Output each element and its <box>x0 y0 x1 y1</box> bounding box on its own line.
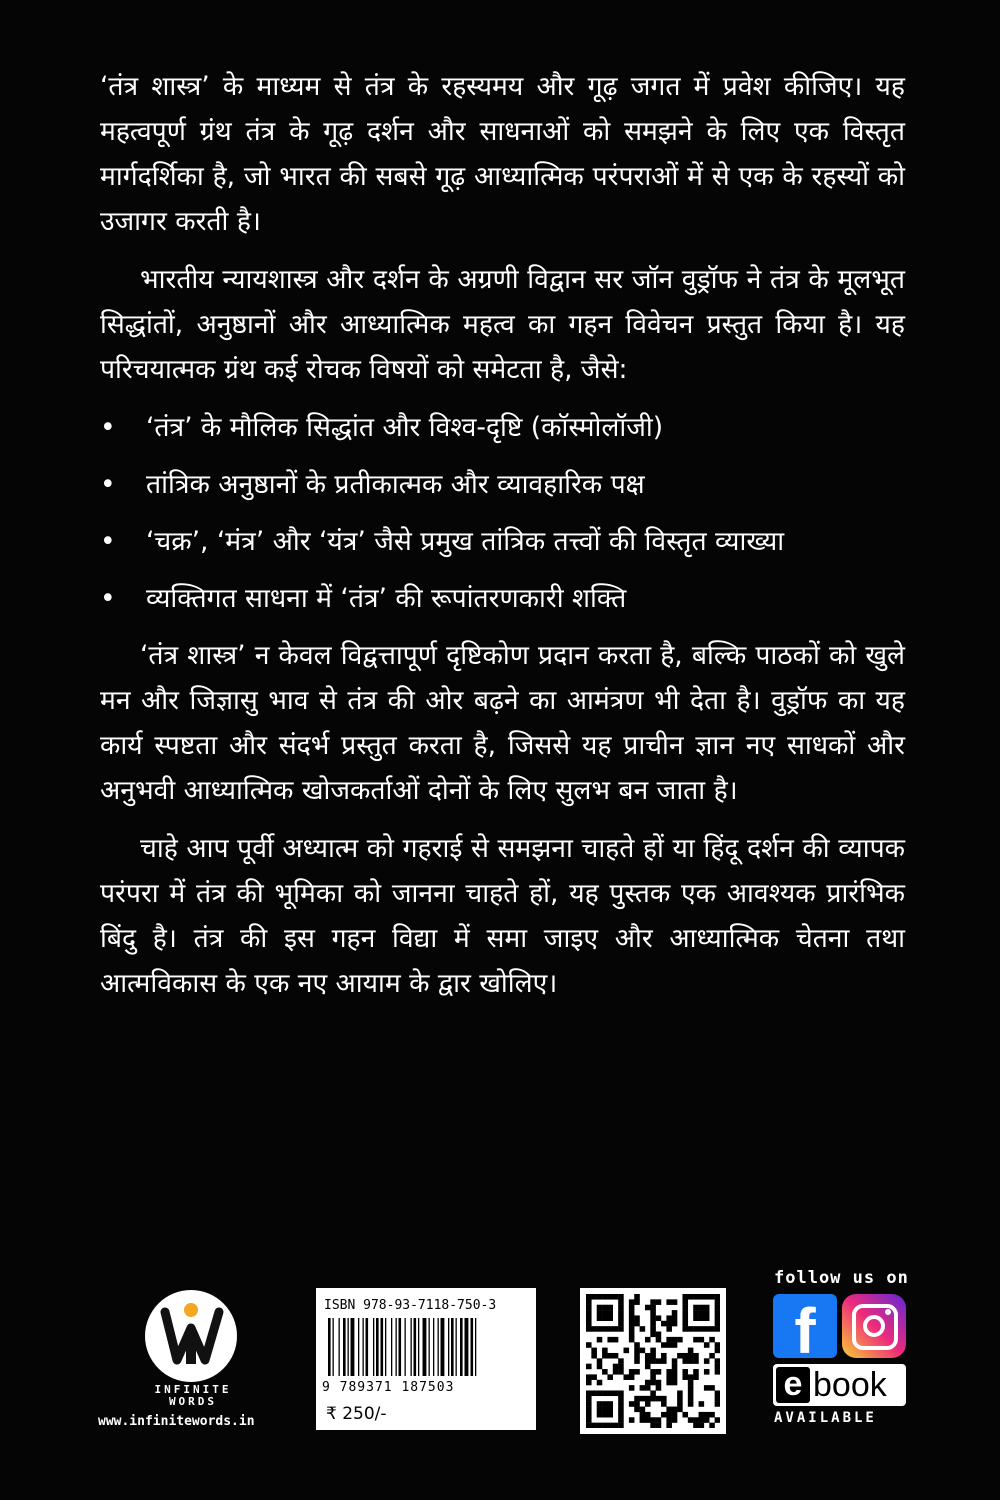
topic-list <box>100 405 905 621</box>
list-item <box>100 576 905 621</box>
instagram-icon <box>842 1294 906 1358</box>
bullet-icon: • <box>100 469 116 500</box>
iw-logo-icon <box>145 1290 237 1382</box>
bullet-icon: • <box>100 583 116 614</box>
list-item-text: तांत्रिक अनुष्ठानों के प्रतीकात्मक और व्यावहारिक पक्ष <box>146 469 645 500</box>
isbn-label: ISBN 978-93-7118-750-3 <box>324 1298 497 1313</box>
available-label: AVAILABLE <box>774 1410 877 1426</box>
paragraph-3: ‘तंत्र शास्त्र’ न केवल विद्वत्तापूर्ण दृष्टिकोण प्रदान करता है, बल्कि पाठकों को खुले मन और जिज्ञासु भाव से तंत्र की ओर बढ़ने का आमंत्रण भी देता है। वुड्रॉफ का यह कार्य स्पष्टता और संदर्भ प्रस्तुत करता है, जिससे यह प्राचीन ज्ञान नए साधकों और अनुभवी आध्यात्मिक खोजकर्ताओं दोनों के लिए सुलभ बन जाता है। <box>100 640 905 806</box>
follow-us-label: follow us on <box>774 1268 909 1288</box>
facebook-icon: f <box>773 1294 837 1358</box>
barcode-number: 9 789371 187503 <box>322 1380 455 1395</box>
ebook-word: book <box>813 1366 887 1404</box>
paragraph-1: ‘तंत्र शास्त्र’ के माध्यम से तंत्र के रहस्यमय और गूढ़ जगत में प्रवेश कीजिए। यह महत्वपूर्ण ग्रंथ तंत्र के गूढ़ दर्शन और साधनाओं को समझने के लिए एक विस्तृत मार्गदर्शिका है, जो भारत की सबसे गूढ़ आध्यात्मिक परंपराओं में से एक के रहस्यों को उजागर करती है। <box>100 71 905 237</box>
paragraph-4: चाहे आप पूर्वी अध्यात्म को गहराई से समझना चाहते हों या हिंदू दर्शन की व्यापक परंपरा में तंत्र की भूमिका को जानना चाहते हों, यह पुस्तक एक आवश्यक प्रारंभिक बिंदु है। तंत्र की इस गहन विद्या में समा जाइए और आध्यात्मिक चेतना तथा आत्मविकास के एक नए आयाम के द्वार खोलिए। <box>100 833 905 999</box>
isbn-barcode <box>316 1288 536 1430</box>
list-item-text: व्यक्तिगत साधना में ‘तंत्र’ की रूपांतरणकारी शक्ति <box>146 583 627 614</box>
list-item <box>100 405 905 450</box>
paragraph-2: भारतीय न्यायशास्त्र और दर्शन के अग्रणी विद्वान सर जॉन वुड्रॉफ ने तंत्र के मूलभूत सिद्धांतों, अनुष्ठानों और आध्यात्मिक महत्व का गहन विवेचन प्रस्तुत किया है। यह परिचयात्मक ग्रंथ कई रोचक विषयों को समेटता है, जैसे: <box>100 264 905 385</box>
blurb-text <box>100 64 905 1019</box>
list-item-text: ‘तंत्र’ के मौलिक सिद्धांत और विश्व-दृष्टि (कॉस्मोलॉजी) <box>146 412 664 443</box>
ebook-e-letter: e <box>776 1367 810 1403</box>
qr-code-icon <box>580 1288 726 1434</box>
publisher-name: INFINITE WORDS <box>154 1383 232 1408</box>
price-label: ₹ 250/- <box>326 1404 387 1424</box>
list-item <box>100 462 905 507</box>
bullet-icon: • <box>100 412 116 443</box>
barcode-icon <box>326 1318 526 1378</box>
publisher-website: www.infinitewords.in <box>98 1414 255 1429</box>
list-item <box>100 519 905 564</box>
list-item-text: ‘चक्र’, ‘मंत्र’ और ‘यंत्र’ जैसे प्रमुख तांत्रिक तत्त्वों की विस्तृत व्याख्या <box>146 526 785 557</box>
ebook-badge <box>773 1364 906 1406</box>
bullet-icon: • <box>100 526 116 557</box>
